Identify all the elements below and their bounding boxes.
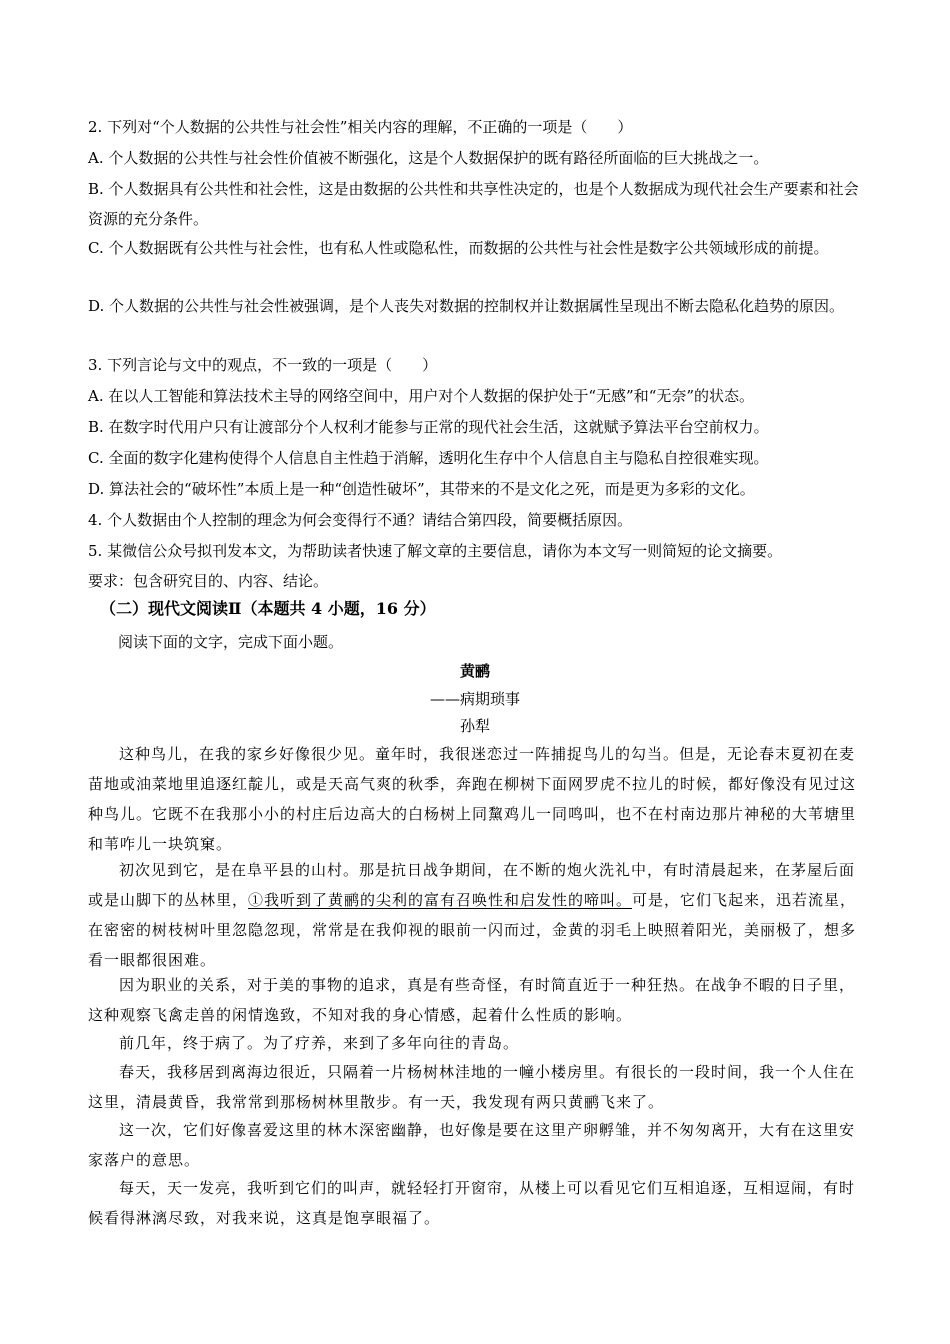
- section-heading: （二）现代文阅读Ⅱ（本题共 4 小题，16 分）: [100, 599, 436, 618]
- underlined-sentence-1: ①我听到了黄鹂的尖利的富有召唤性和启发性的啼叫。: [248, 891, 633, 909]
- q3-option-a: A. 在以人工智能和算法技术主导的网络空间中，用户对个人数据的保护处于“无感”和“无奈”的状态。: [88, 387, 755, 405]
- q3-option-d: D. 算法社会的“破坏性”本质上是一种“创造性破坏”，其带来的不是文化之死，而是更为多彩的文化。: [88, 480, 755, 498]
- article-paragraph-7: 每天，天一发亮，我听到它们的叫声，就轻轻打开窗帘，从楼上可以看见它们互相追逐，互相逗闹，有时候看得淋漓尽致，对我来说，这真是饱享眼福了。: [88, 1179, 856, 1227]
- q2-option-c: C. 个人数据既有公共性与社会性，也有私人性或隐私性，而数据的公共性与社会性是数字公共领域形成的前提。: [88, 239, 829, 257]
- q2-option-b: B. 个人数据具有公共性和社会性，这是由数据的公共性和共享性决定的，也是个人数据成为现代社会生产要素和社会资源的充分条件。: [88, 180, 859, 228]
- q5-requirement: 要求：包含研究目的、内容、结论。: [88, 572, 329, 590]
- q3-option-c: C. 全面的数字化建构使得个人信息自主性趋于消解，透明化生存中个人信息自主与隐私自控很难实现。: [88, 449, 769, 467]
- paragraph-2-text-a: 初次见到它，是在阜平县的山村。那是抗日战争期间，在不断的炮火洗礼中，有时清晨起来，在茅屋后面或是山脚下的丛林里，: [88, 861, 856, 909]
- q3-stem: 3. 下列言论与文中的观点，不一致的一项是（ ）: [88, 356, 438, 374]
- article-paragraph-6: 这一次，它们好像喜爱这里的林木深密幽静，也好像是要在这里产卵孵雏，并不匆匆离开，大有在这里安家落户的意思。: [88, 1121, 856, 1169]
- article-paragraph-2: [88, 855, 868, 975]
- article-title: 黄鹂: [459, 662, 490, 680]
- article-paragraph-3: 因为职业的关系，对于美的事物的追求，真是有些奇怪，有时简直近于一种狂热。在战争不暇的日子里，这种观察飞禽走兽的闲情逸致，不知对我的身心情感，起着什么性质的影响。: [88, 976, 856, 1024]
- q2-option-a: A. 个人数据的公共性与社会性价值被不断强化，这是个人数据保护的既有路径所面临的巨大挑战之一。: [88, 149, 769, 167]
- q2-option-d: D. 个人数据的公共性与社会性被强调，是个人丧失对数据的控制权并让数据属性呈现出不断去隐私化趋势的原因。: [88, 297, 845, 315]
- article-subtitle: ——病期琐事: [429, 690, 520, 708]
- article-author: 孙犁: [459, 717, 490, 735]
- q5-stem: 5. 某微信公众号拟刊发本文，为帮助读者快速了解文章的主要信息，请你为本文写一则简短的论文摘要。: [88, 542, 783, 560]
- article-paragraph-1: 这种鸟儿，在我的家乡好像很少见。童年时，我很迷恋过一阵捕捉鸟儿的勾当。但是，无论春末夏初在麦苗地或油菜地里追逐红靛儿，或是天高气爽的秋季，奔跑在柳树下面网罗虎不拉儿的时候，都好像没有见过这种鸟儿。它既不在我那小小的村庄后边高大的白杨树上同黧鸡儿一同鸣叫，也不在村南边那片神秘的大苇塘里和苇咋儿一块筑窠。: [88, 745, 857, 853]
- paragraph-2-text-b: 可是，它们飞起来，迅若流星，在密密的树枝树叶里忽隐忽现，常常是在我仰视的眼前一闪而过，金黄的羽毛上映照着阳光，美丽极了，想多看一眼都很困难。: [88, 891, 857, 969]
- reading-instruction: 阅读下面的文字，完成下面小题。: [118, 633, 344, 651]
- article-paragraph-5: 春天，我移居到离海边很近，只隔着一片杨树林洼地的一幢小楼房里。有很长的一段时间，我一个人住在这里，清晨黄昏，我常常到那杨树林里散步。有一天，我发现有两只黄鹂飞来了。: [88, 1063, 856, 1111]
- q3-option-b: B. 在数字时代用户只有让渡部分个人权利才能参与正常的现代社会生活，这就赋予算法平台空前权力。: [88, 418, 769, 436]
- q4-stem: 4. 个人数据由个人控制的理念为何会变得行不通？请结合第四段，简要概括原因。: [88, 511, 633, 529]
- article-paragraph-4: 前几年，终于病了。为了疗养，来到了多年向往的青岛。: [119, 1034, 520, 1052]
- q2-stem: 2. 下列对“个人数据的公共性与社会性”相关内容的理解，不正确的一项是（ ）: [88, 118, 633, 136]
